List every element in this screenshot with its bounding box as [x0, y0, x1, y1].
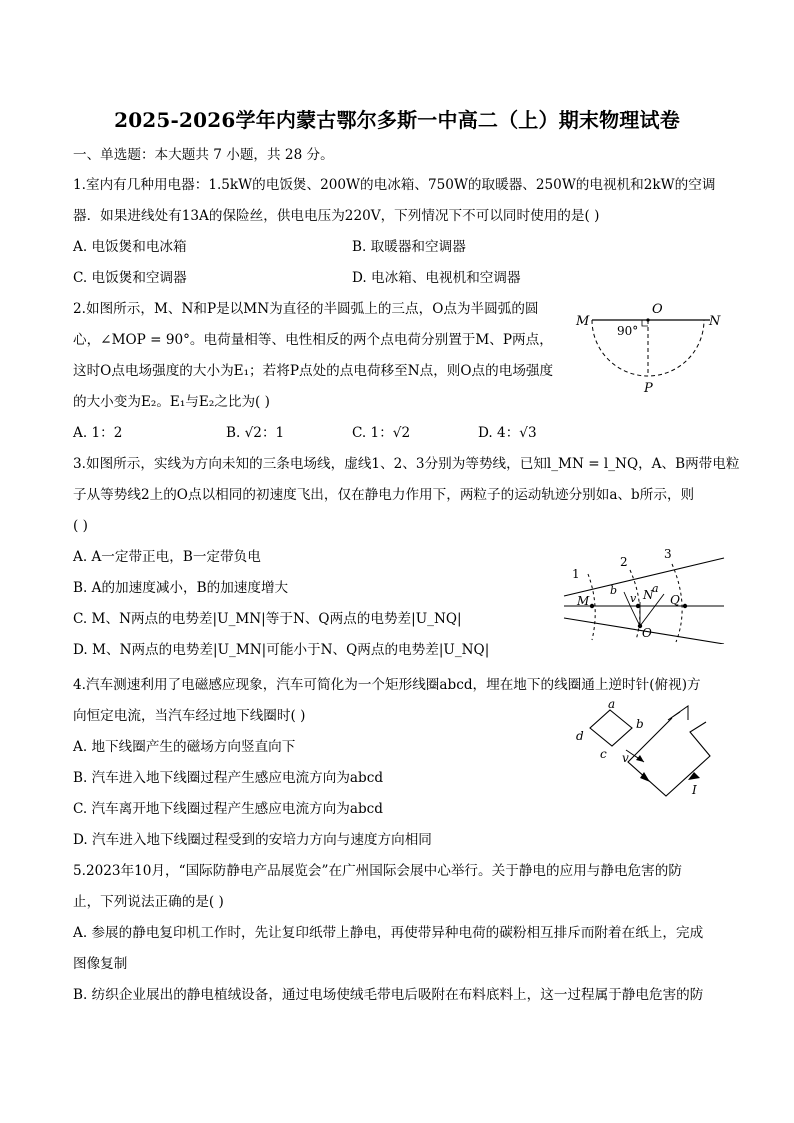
q4-coil-figure — [570, 698, 720, 810]
q1-option-c: C. 电饭煲和空调器 — [73, 270, 187, 286]
q3-fig-label-1: 1 — [572, 567, 580, 581]
q5-option-b-line1: B. 纺织企业展出的静电植绒设备，通过电场使绒毛带电后吸附在布料底料上，这一过程属于静电危害的防 — [73, 987, 704, 1003]
q4-option-a: A. 地下线圈产生的磁场方向竖直向下 — [73, 739, 296, 755]
q5-stem-line2: 止，下列说法正确的是( ) — [73, 894, 224, 910]
q1-option-a: A. 电饭煲和电冰箱 — [73, 239, 187, 255]
q4-fig-label-b: b — [636, 717, 644, 731]
q1-option-d: D. 电冰箱、电视机和空调器 — [352, 270, 521, 286]
exam-title: 2025-2026学年内蒙古鄂尔多斯一中高二（上）期末物理试卷 — [114, 108, 680, 132]
q3-fig-label-m: M — [577, 594, 590, 608]
q5-option-a-line1: A. 参展的静电复印机工作时，先让复印纸带上静电，再使带异种电荷的碳粉相互排斥而附着在纸上，完成 — [73, 925, 704, 941]
q1-stem-line2: 器．如果进线处有13A的保险丝，供电电压为220V，下列情况下不可以同时使用的是( ) — [73, 208, 600, 224]
q2-stem-line3: 这时O点电场强度的大小为E₁；若将P点处的点电荷移至N点，则O点的电场强度 — [73, 363, 554, 379]
q3-stem-line1: 3.如图所示，实线为方向未知的三条电场线，虚线1、2、3分别为等势线，已知l_MN = l_NQ，A、B两带电粒 — [73, 456, 740, 472]
q3-fig-label-2: 2 — [620, 555, 628, 569]
q5-option-a-line2: 图像复制 — [73, 956, 128, 972]
q3-fig-label-n: N — [643, 588, 654, 602]
q2-fig-label-p: P — [644, 381, 653, 396]
q3-option-c: C. M、N两点的电势差|U_MN|等于N、Q两点的电势差|U_NQ| — [73, 611, 462, 627]
q2-fig-label-n: N — [709, 314, 721, 329]
q3-fig-label-3: 3 — [664, 547, 672, 561]
q4-option-c: C. 汽车离开地下线圈过程产生感应电流方向为abcd — [73, 801, 383, 817]
q4-fig-label-a: a — [608, 698, 616, 711]
q2-option-b: B. √2：1 — [226, 425, 285, 441]
q3-fig-label-q: Q — [670, 593, 680, 607]
q2-stem-line1: 2.如图所示，M、N和P是以MN为直径的半圆弧上的三点，O点为半圆弧的圆 — [73, 301, 539, 317]
section-heading: 一、单选题：本大题共 7 小题，共 28 分。 — [73, 147, 334, 163]
q1-option-b: B. 取暖器和空调器 — [352, 239, 466, 255]
q3-fig-label-a: a — [652, 582, 659, 595]
q2-fig-label-o: O — [652, 302, 663, 317]
q1-stem-line1: 1.室内有几种用电器：1.5kW的电饭煲、200W的电冰箱、750W的取暖器、250W的电视机和2kW的空调 — [73, 177, 716, 193]
q2-option-a: A. 1：2 — [73, 425, 123, 441]
q4-fig-label-i: I — [692, 783, 697, 797]
q3-field-figure — [560, 544, 730, 644]
q3-option-a: A. A一定带正电，B一定带负电 — [73, 549, 261, 565]
q3-stem-line3: ( ) — [73, 518, 88, 534]
q4-stem-line2: 向恒定电流，当汽车经过地下线圈时( ) — [73, 708, 306, 724]
q3-option-d: D. M、N两点的电势差|U_MN|可能小于N、Q两点的电势差|U_NQ| — [73, 642, 490, 658]
q2-option-c: C. 1：√2 — [352, 425, 411, 441]
q2-fig-label-m: M — [576, 314, 590, 329]
q2-fig-angle: 90° — [617, 324, 639, 338]
q3-fig-label-o: O — [642, 626, 652, 640]
q4-option-d: D. 汽车进入地下线圈过程受到的安培力方向与速度方向相同 — [73, 832, 432, 848]
q2-semicircle-figure — [570, 296, 725, 400]
q4-option-b: B. 汽车进入地下线圈过程产生感应电流方向为abcd — [73, 770, 384, 786]
q2-stem-line4: 的大小变为E₂。E₁与E₂之比为( ) — [73, 394, 270, 410]
q3-fig-label-v: v — [630, 592, 637, 605]
q4-fig-label-c: c — [600, 747, 607, 761]
q3-stem-line2: 子从等势线2上的O点以相同的初速度飞出，仅在静电力作用下，两粒子的运动轨迹分别如a、b所示，则 — [73, 487, 695, 503]
q3-fig-label-b: b — [610, 584, 618, 597]
q3-option-b: B. A的加速度减小，B的加速度增大 — [73, 580, 289, 596]
q2-option-d: D. 4：√3 — [478, 425, 537, 441]
q4-fig-label-d: d — [576, 729, 584, 743]
q2-stem-line2: 心，∠MOP = 90°。电荷量相等、电性相反的两个点电荷分别置于M、P两点， — [73, 332, 553, 348]
q5-stem-line1: 5.2023年10月，“国际防静电产品展览会”在广州国际会展中心举行。关于静电的应用与静电危害的防 — [73, 863, 682, 879]
q4-fig-label-v: v — [622, 751, 629, 765]
q4-stem-line1: 4.汽车测速利用了电磁感应现象，汽车可简化为一个矩形线圈abcd，埋在地下的线圈通上逆时针(俯视)方 — [73, 677, 701, 693]
